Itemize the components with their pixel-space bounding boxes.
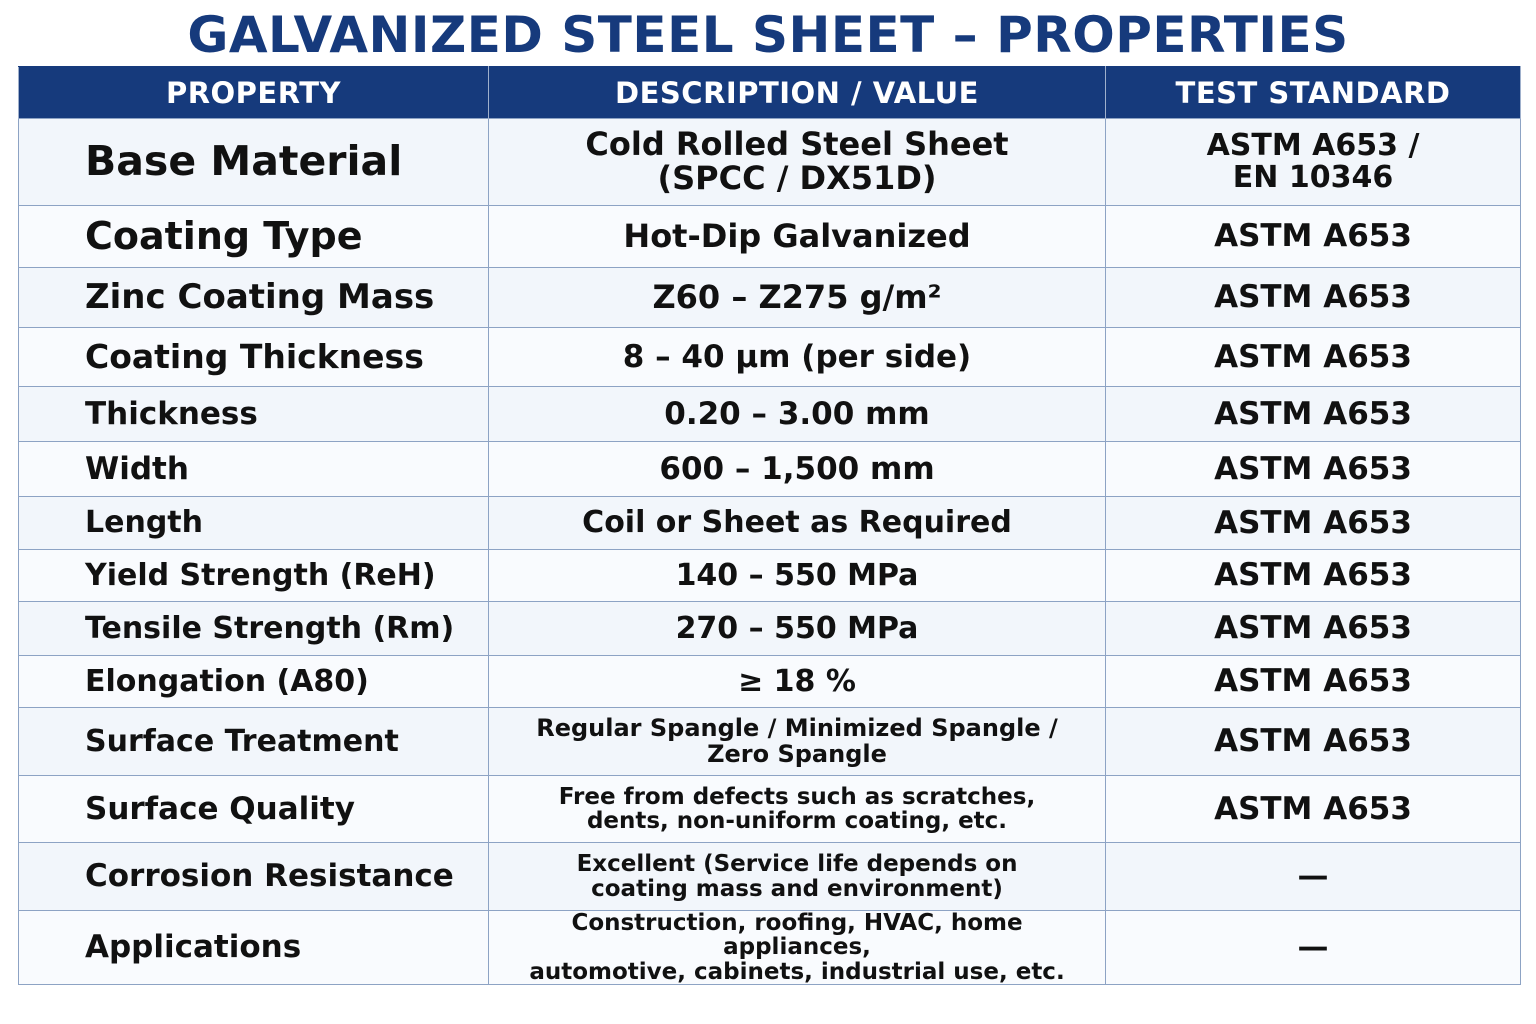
standard-cell — [1106, 119, 1521, 206]
table-row — [19, 708, 1521, 776]
table-row — [19, 550, 1521, 602]
table-row — [19, 497, 1521, 550]
table-row — [19, 776, 1521, 843]
table-row — [19, 442, 1521, 497]
description-line: Coil or Sheet as Required — [582, 505, 1012, 541]
description-cell — [489, 328, 1106, 387]
description-line: 140 – 550 MPa — [675, 557, 919, 593]
property-cell: Coating Type — [19, 206, 489, 268]
table-row — [19, 328, 1521, 387]
standard-cell — [1106, 911, 1521, 985]
property-cell: Base Material — [19, 119, 489, 206]
description-line: dents, non-uniform coating, etc. — [586, 808, 1008, 834]
description-cell — [489, 387, 1106, 442]
table-row — [19, 602, 1521, 656]
table-row — [19, 119, 1521, 206]
table-body — [19, 119, 1521, 985]
description-line: Regular Spangle / Minimized Spangle / — [536, 714, 1058, 743]
standard-line: ASTM A653 — [1214, 790, 1412, 827]
table-row — [19, 206, 1521, 268]
standard-line: ASTM A653 — [1214, 218, 1412, 255]
standard-cell — [1106, 268, 1521, 328]
description-cell — [489, 206, 1106, 268]
description-line: 0.20 – 3.00 mm — [664, 395, 930, 432]
table-row — [19, 843, 1521, 911]
standard-line: EN 10346 — [1232, 160, 1394, 195]
description-line: Zero Spangle — [707, 739, 887, 768]
standard-line: ASTM A653 — [1214, 610, 1412, 647]
description-cell — [489, 268, 1106, 328]
property-cell: Elongation (A80) — [19, 656, 489, 708]
property-cell: Coating Thickness — [19, 328, 489, 387]
description-line: Z60 – Z275 g/m² — [652, 277, 942, 316]
description-cell — [489, 843, 1106, 911]
standard-line: ASTM A653 — [1214, 395, 1412, 432]
standard-line: ASTM A653 — [1214, 663, 1412, 700]
description-line: Excellent (Service life depends on — [576, 851, 1018, 878]
description-cell — [489, 497, 1106, 550]
property-cell: Thickness — [19, 387, 489, 442]
description-line: 8 – 40 µm (per side) — [622, 338, 972, 375]
standard-cell — [1106, 550, 1521, 602]
standard-cell — [1106, 656, 1521, 708]
property-cell: Zinc Coating Mass — [19, 268, 489, 328]
property-cell: Width — [19, 442, 489, 497]
standard-line: ASTM A653 — [1214, 450, 1412, 487]
description-line: Hot-Dip Galvanized — [623, 216, 971, 255]
description-cell — [489, 911, 1106, 985]
standard-cell — [1106, 497, 1521, 550]
column-header-property: PROPERTY — [19, 67, 489, 119]
description-cell — [489, 776, 1106, 843]
standard-line: ASTM A653 — [1214, 723, 1412, 760]
property-cell: Yield Strength (ReH) — [19, 550, 489, 602]
column-header-standard: TEST STANDARD — [1106, 67, 1521, 119]
standard-line: ASTM A653 — [1214, 279, 1412, 316]
description-line: ≥ 18 % — [738, 663, 856, 699]
standard-cell — [1106, 442, 1521, 497]
property-cell: Applications — [19, 911, 489, 985]
description-line: Free from defects such as scratches, — [558, 783, 1036, 810]
standard-line: ASTM A653 / — [1206, 128, 1420, 164]
standard-cell — [1106, 387, 1521, 442]
description-cell — [489, 708, 1106, 776]
description-cell — [489, 602, 1106, 656]
standard-line: — — [1297, 858, 1329, 895]
table-row — [19, 387, 1521, 442]
description-cell — [489, 550, 1106, 602]
property-cell: Tensile Strength (Rm) — [19, 602, 489, 656]
property-cell: Surface Quality — [19, 776, 489, 843]
standard-line: — — [1297, 929, 1329, 966]
standard-cell — [1106, 708, 1521, 776]
table-header-row — [19, 67, 1521, 119]
table-row — [19, 268, 1521, 328]
description-cell — [489, 656, 1106, 708]
page-title: GALVANIZED STEEL SHEET – PROPERTIES — [187, 6, 1349, 64]
column-header-description: DESCRIPTION / VALUE — [489, 67, 1106, 119]
standard-cell — [1106, 328, 1521, 387]
property-cell: Corrosion Resistance — [19, 843, 489, 911]
standard-line: ASTM A653 — [1214, 557, 1412, 594]
property-cell: Surface Treatment — [19, 708, 489, 776]
description-line: automotive, cabinets, industrial use, etc. — [529, 958, 1065, 985]
description-cell — [489, 119, 1106, 206]
description-cell — [489, 442, 1106, 497]
description-line: Construction, roofing, HVAC, home appliances, — [571, 910, 1023, 961]
standard-cell — [1106, 843, 1521, 911]
standard-line: ASTM A653 — [1214, 338, 1412, 375]
standard-line: ASTM A653 — [1214, 504, 1412, 541]
standard-cell — [1106, 206, 1521, 268]
properties-table — [18, 66, 1521, 985]
description-line: coating mass and environment) — [591, 875, 1003, 902]
table-row — [19, 911, 1521, 985]
description-line: (SPCC / DX51D) — [657, 159, 937, 197]
standard-cell — [1106, 602, 1521, 656]
standard-cell — [1106, 776, 1521, 843]
description-line: 270 – 550 MPa — [675, 610, 919, 646]
description-line: 600 – 1,500 mm — [659, 450, 935, 487]
property-cell: Length — [19, 497, 489, 550]
description-line: Cold Rolled Steel Sheet — [585, 125, 1009, 164]
table-row — [19, 656, 1521, 708]
